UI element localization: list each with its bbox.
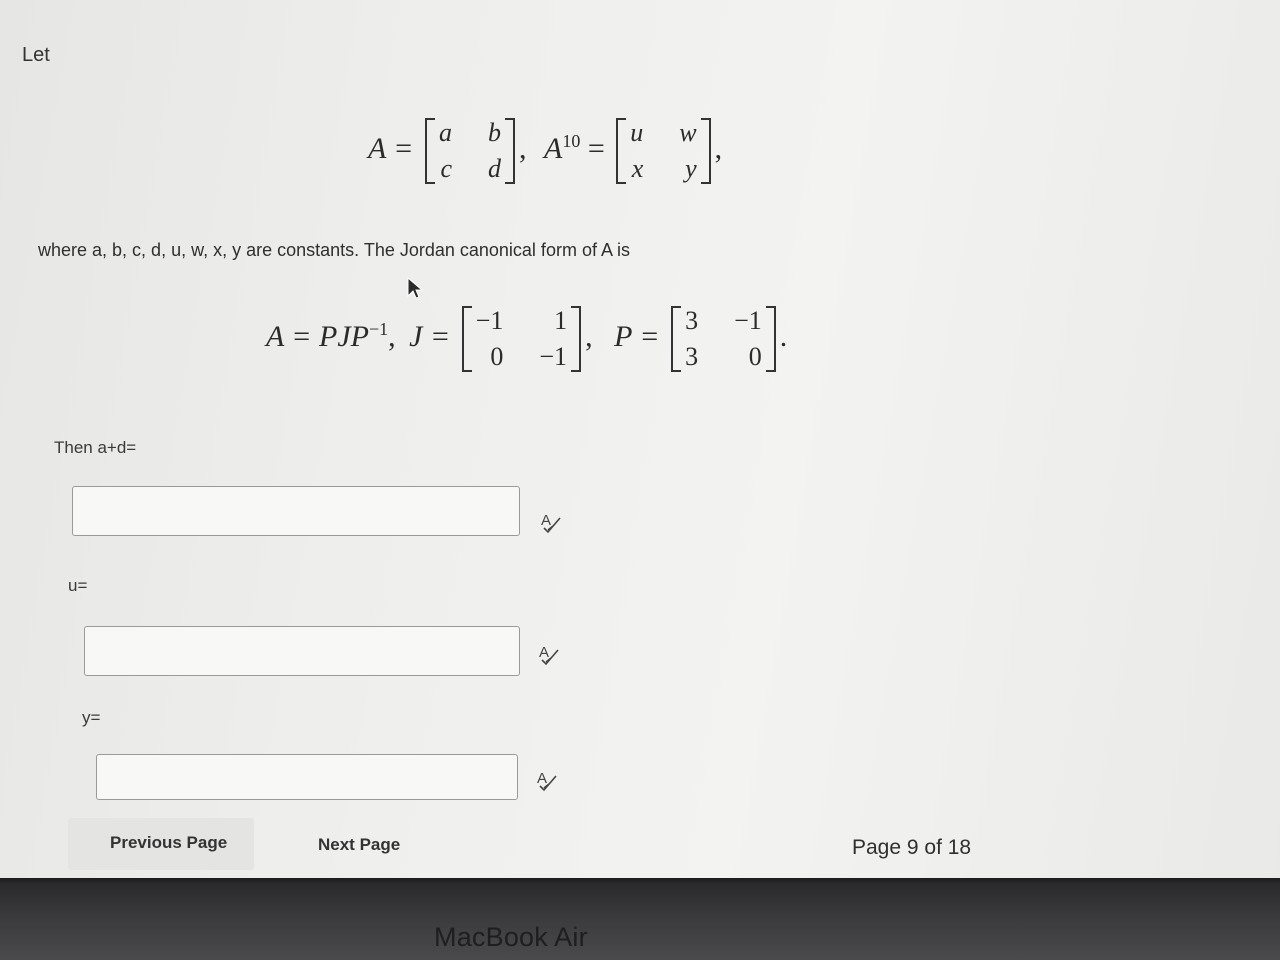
matrix-a-entry: d bbox=[488, 154, 502, 183]
next-page-button[interactable]: Next Page bbox=[312, 834, 406, 856]
matrix-j bbox=[462, 306, 581, 372]
matrix-p-entry: 0 bbox=[748, 342, 762, 371]
laptop-bezel bbox=[0, 878, 1280, 960]
matrix-a10-entry: x bbox=[631, 154, 644, 183]
j-label: J = bbox=[409, 319, 451, 353]
matrix-a bbox=[425, 118, 515, 184]
matrix-a10-entry: y bbox=[685, 154, 697, 183]
comma: , bbox=[519, 131, 527, 165]
a10-exponent: 10 bbox=[562, 130, 581, 151]
spell-check-icon[interactable] bbox=[536, 640, 564, 668]
mouse-pointer-icon bbox=[404, 276, 426, 300]
question-label-u: u= bbox=[68, 576, 88, 595]
page-indicator: Page 9 of 18 bbox=[852, 836, 972, 859]
matrix-a-entry: c bbox=[440, 154, 453, 183]
p-label: P = bbox=[614, 319, 660, 353]
a-label: A = bbox=[368, 131, 414, 165]
previous-page-button[interactable]: Previous Page bbox=[104, 832, 233, 854]
jordan-lhs: A = PJP bbox=[266, 319, 369, 353]
matrix-p bbox=[671, 306, 776, 372]
svg-text:A: A bbox=[539, 644, 550, 661]
question-label-y: y= bbox=[82, 708, 101, 727]
intro-text: Let bbox=[22, 44, 50, 66]
matrix-p-entry: 3 bbox=[685, 306, 699, 335]
matrix-a10-entry: w bbox=[679, 118, 697, 147]
question-label-a-plus-d: Then a+d= bbox=[54, 438, 137, 457]
spell-check-icon[interactable] bbox=[534, 766, 562, 794]
a10-equals: = bbox=[587, 131, 605, 165]
matrix-a-entry: b bbox=[488, 118, 502, 147]
comma: , bbox=[714, 131, 723, 165]
matrix-p-entry: 3 bbox=[685, 342, 699, 371]
matrix-a-entry: a bbox=[439, 118, 453, 147]
inverse-exponent: −1 bbox=[369, 318, 389, 339]
matrix-a10 bbox=[616, 118, 710, 184]
answer-input-a-plus-d[interactable] bbox=[72, 486, 520, 536]
matrix-j-entry: −1 bbox=[539, 342, 568, 371]
answer-input-u[interactable] bbox=[84, 626, 520, 676]
comma: , bbox=[388, 319, 396, 353]
matrix-j-entry: 0 bbox=[490, 342, 504, 371]
period: . bbox=[779, 319, 788, 353]
matrix-j-entry: 1 bbox=[554, 306, 568, 335]
svg-text:A: A bbox=[537, 770, 548, 787]
spell-check-icon[interactable] bbox=[538, 508, 566, 536]
laptop-brand-label: MacBook Air bbox=[434, 922, 588, 952]
problem-statement: where a, b, c, d, u, w, x, y are constants. The Jordan canonical form of A is bbox=[38, 240, 630, 260]
a10-base: A bbox=[544, 131, 563, 165]
svg-text:A: A bbox=[541, 512, 552, 529]
equation-jordan-form bbox=[266, 306, 787, 372]
comma: , bbox=[585, 319, 593, 353]
matrix-a10-entry: u bbox=[630, 118, 644, 147]
matrix-j-entry: −1 bbox=[475, 306, 504, 335]
matrix-p-entry: −1 bbox=[734, 306, 762, 335]
answer-input-y[interactable] bbox=[96, 754, 518, 800]
equation-matrix-a bbox=[368, 118, 722, 184]
